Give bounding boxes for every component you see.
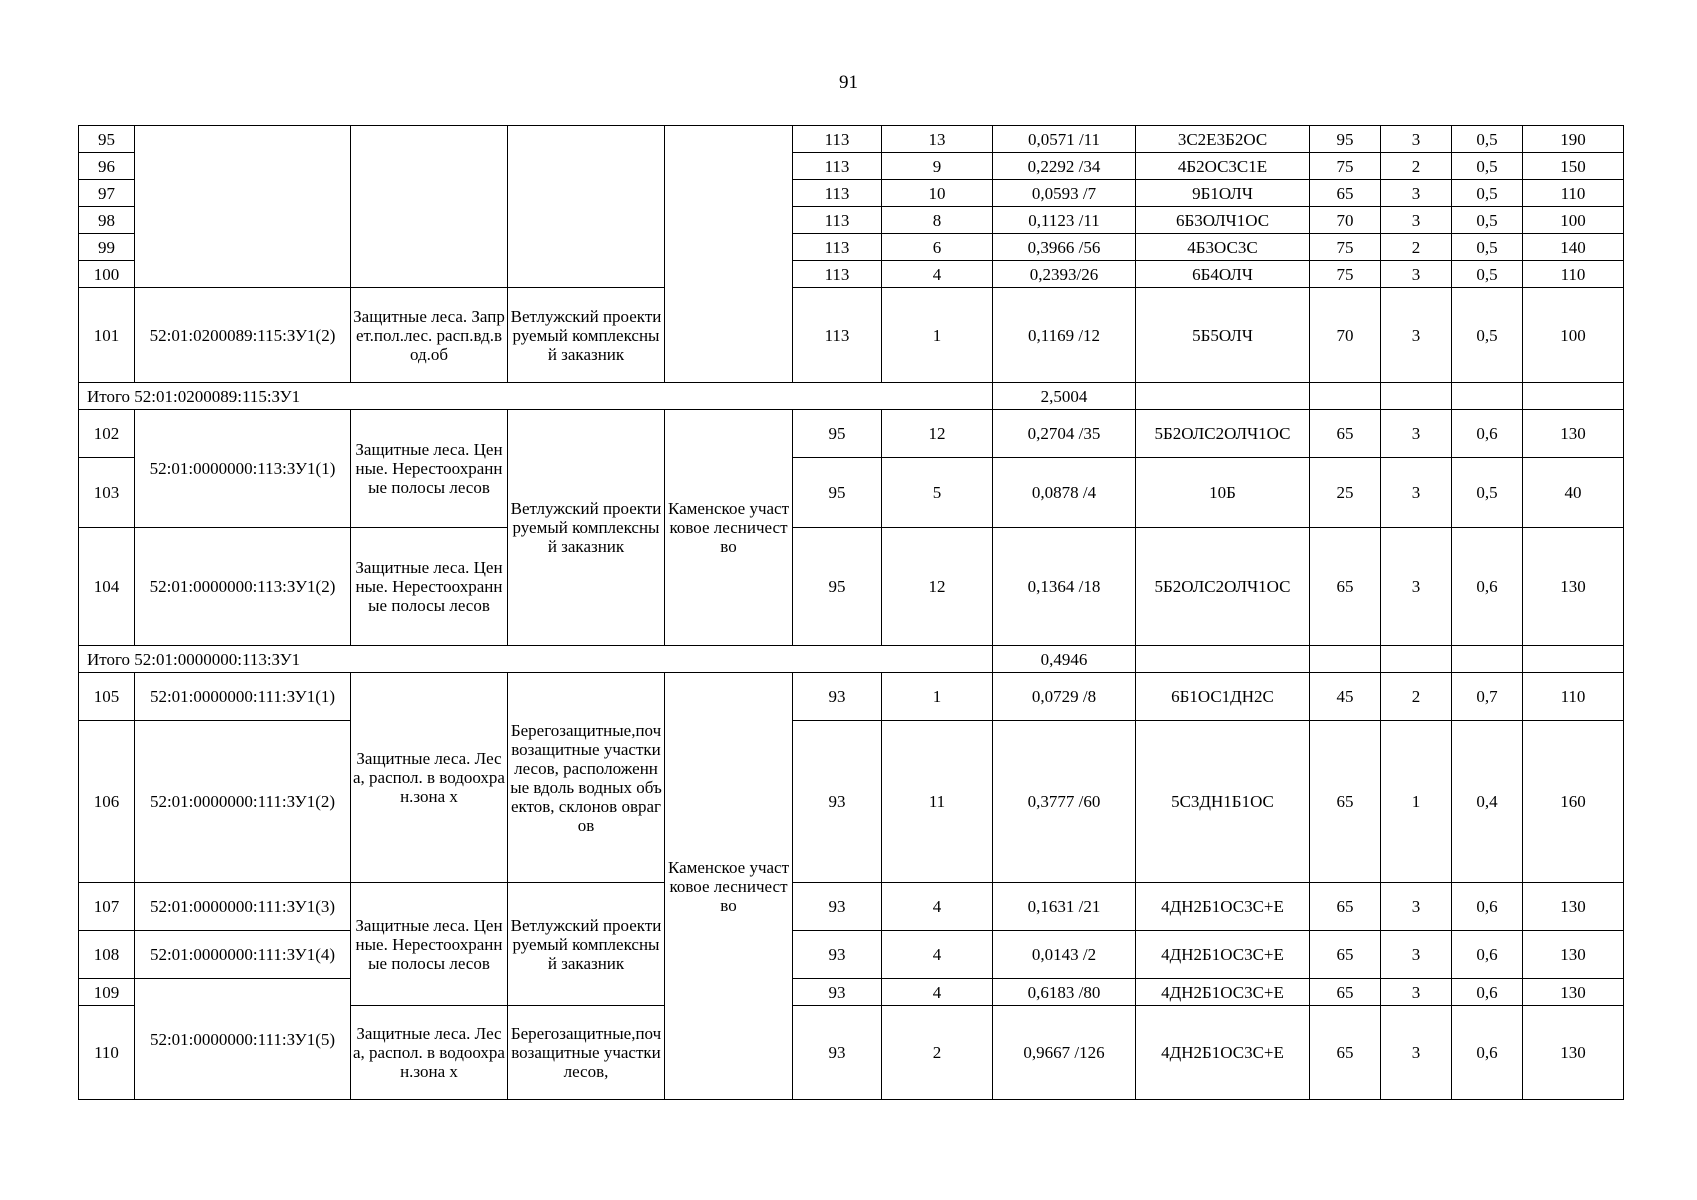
table-row (79, 288, 1624, 383)
row-number: 101 (79, 288, 135, 383)
species-composition: 4ДН2Б1ОС3С+Е (1136, 931, 1310, 979)
row-number: 102 (79, 410, 135, 458)
empty-cell (1523, 646, 1624, 673)
empty-cell (1136, 646, 1310, 673)
total-area: 0,4946 (993, 646, 1136, 673)
table-row (79, 528, 1624, 646)
table-row (79, 410, 1624, 458)
compartment-number: 13 (882, 126, 993, 153)
age-value: 25 (1310, 458, 1381, 528)
density-value: 0,5 (1452, 126, 1523, 153)
area-value: 0,0878 /4 (993, 458, 1136, 528)
stock-value: 130 (1523, 883, 1624, 931)
special-protection-area: Ветлужский проектируемый комплексный заказник (508, 288, 665, 383)
quarter-number: 113 (793, 180, 882, 207)
bonitet-value: 3 (1381, 261, 1452, 288)
area-value: 0,1169 /12 (993, 288, 1136, 383)
compartment-number: 9 (882, 153, 993, 180)
empty-cell (1310, 646, 1381, 673)
total-row (79, 646, 1624, 673)
table-row (79, 979, 1624, 1006)
compartment-number: 4 (882, 979, 993, 1006)
cadastral-number: 52:01:0000000:113:ЗУ1(1) (135, 410, 351, 528)
table-row (79, 126, 1624, 153)
total-label: Итого 52:01:0000000:113:ЗУ1 (79, 646, 993, 673)
species-composition: 6Б3ОЛЧ1ОС (1136, 207, 1310, 234)
area-value: 0,0593 /7 (993, 180, 1136, 207)
bonitet-value: 3 (1381, 1006, 1452, 1100)
compartment-number: 10 (882, 180, 993, 207)
empty-cell (1381, 383, 1452, 410)
density-value: 0,7 (1452, 673, 1523, 721)
age-value: 70 (1310, 288, 1381, 383)
bonitet-value: 3 (1381, 458, 1452, 528)
row-number: 97 (79, 180, 135, 207)
compartment-number: 2 (882, 1006, 993, 1100)
area-value: 0,0729 /8 (993, 673, 1136, 721)
forest-category (351, 126, 508, 288)
stock-value: 100 (1523, 207, 1624, 234)
bonitet-value: 3 (1381, 288, 1452, 383)
species-composition: 9Б1ОЛЧ (1136, 180, 1310, 207)
bonitet-value: 3 (1381, 126, 1452, 153)
density-value: 0,6 (1452, 410, 1523, 458)
cadastral-number: 52:01:0200089:115:ЗУ1(2) (135, 288, 351, 383)
bonitet-value: 3 (1381, 528, 1452, 646)
cadastral-number: 52:01:0000000:111:ЗУ1(3) (135, 883, 351, 931)
bonitet-value: 2 (1381, 153, 1452, 180)
area-value: 0,1364 /18 (993, 528, 1136, 646)
row-number: 109 (79, 979, 135, 1006)
empty-cell (1452, 646, 1523, 673)
compartment-number: 1 (882, 673, 993, 721)
row-number: 108 (79, 931, 135, 979)
species-composition: 5Б2ОЛС2ОЛЧ1ОС (1136, 410, 1310, 458)
density-value: 0,5 (1452, 288, 1523, 383)
empty-cell (1136, 383, 1310, 410)
special-protection-area: Ветлужский проектируемый комплексный заказник (508, 883, 665, 1006)
row-number: 105 (79, 673, 135, 721)
bonitet-value: 3 (1381, 180, 1452, 207)
compartment-number: 4 (882, 261, 993, 288)
forestry-district (665, 126, 793, 383)
area-value: 0,2393/26 (993, 261, 1136, 288)
special-protection-area (508, 126, 665, 288)
area-value: 0,1631 /21 (993, 883, 1136, 931)
cadastral-number: 52:01:0000000:113:ЗУ1(2) (135, 528, 351, 646)
age-value: 65 (1310, 410, 1381, 458)
forest-category: Защитные леса. Ценные. Нерестоохранные полосы лесов (351, 410, 508, 528)
compartment-number: 6 (882, 234, 993, 261)
bonitet-value: 2 (1381, 234, 1452, 261)
row-number: 110 (79, 1006, 135, 1100)
quarter-number: 95 (793, 528, 882, 646)
cadastral-number (135, 126, 351, 288)
empty-cell (1452, 383, 1523, 410)
cadastral-number: 52:01:0000000:111:ЗУ1(4) (135, 931, 351, 979)
area-value: 0,2704 /35 (993, 410, 1136, 458)
row-number: 96 (79, 153, 135, 180)
bonitet-value: 3 (1381, 207, 1452, 234)
table-row (79, 721, 1624, 883)
row-number: 107 (79, 883, 135, 931)
stock-value: 130 (1523, 931, 1624, 979)
total-row (79, 383, 1624, 410)
stock-value: 110 (1523, 180, 1624, 207)
species-composition: 4Б2ОС3С1Е (1136, 153, 1310, 180)
quarter-number: 113 (793, 126, 882, 153)
bonitet-value: 3 (1381, 883, 1452, 931)
table-row (79, 883, 1624, 931)
bonitet-value: 2 (1381, 673, 1452, 721)
age-value: 65 (1310, 979, 1381, 1006)
special-protection-area: Берегозащитные,почвозащитные участки лесов, расположенные вдоль водных объектов, склонов оврагов (508, 673, 665, 883)
row-number: 99 (79, 234, 135, 261)
age-value: 65 (1310, 528, 1381, 646)
quarter-number: 93 (793, 721, 882, 883)
species-composition: 5Б5ОЛЧ (1136, 288, 1310, 383)
bonitet-value: 3 (1381, 410, 1452, 458)
compartment-number: 4 (882, 883, 993, 931)
row-number: 103 (79, 458, 135, 528)
density-value: 0,5 (1452, 234, 1523, 261)
age-value: 70 (1310, 207, 1381, 234)
area-value: 0,9667 /126 (993, 1006, 1136, 1100)
quarter-number: 95 (793, 458, 882, 528)
quarter-number: 93 (793, 883, 882, 931)
area-value: 0,0143 /2 (993, 931, 1136, 979)
special-protection-area: Ветлужский проектируемый комплексный заказник (508, 410, 665, 646)
quarter-number: 93 (793, 673, 882, 721)
cadastral-number: 52:01:0000000:111:ЗУ1(1) (135, 673, 351, 721)
species-composition: 5Б2ОЛС2ОЛЧ1ОС (1136, 528, 1310, 646)
stock-value: 110 (1523, 261, 1624, 288)
area-value: 0,1123 /11 (993, 207, 1136, 234)
stock-value: 190 (1523, 126, 1624, 153)
compartment-number: 4 (882, 931, 993, 979)
age-value: 95 (1310, 126, 1381, 153)
area-value: 0,3966 /56 (993, 234, 1136, 261)
forest-plots-table (78, 125, 1624, 1100)
area-value: 0,6183 /80 (993, 979, 1136, 1006)
quarter-number: 93 (793, 931, 882, 979)
species-composition: 6Б1ОС1ДН2С (1136, 673, 1310, 721)
stock-value: 40 (1523, 458, 1624, 528)
density-value: 0,6 (1452, 979, 1523, 1006)
total-area: 2,5004 (993, 383, 1136, 410)
area-value: 0,2292 /34 (993, 153, 1136, 180)
species-composition: 4ДН2Б1ОС3С+Е (1136, 979, 1310, 1006)
age-value: 65 (1310, 931, 1381, 979)
compartment-number: 5 (882, 458, 993, 528)
special-protection-area: Берегозащитные,почвозащитные участки лесов, (508, 1006, 665, 1100)
stock-value: 160 (1523, 721, 1624, 883)
forest-category: Защитные леса. Леса, распол. в водоохран.зона х (351, 673, 508, 883)
stock-value: 130 (1523, 979, 1624, 1006)
species-composition: 4ДН2Б1ОС3С+Е (1136, 1006, 1310, 1100)
forest-category: Защитные леса. Ценные. Нерестоохранные полосы лесов (351, 883, 508, 1006)
density-value: 0,5 (1452, 180, 1523, 207)
species-composition: 10Б (1136, 458, 1310, 528)
bonitet-value: 3 (1381, 979, 1452, 1006)
empty-cell (1381, 646, 1452, 673)
density-value: 0,5 (1452, 207, 1523, 234)
cadastral-number: 52:01:0000000:111:ЗУ1(2) (135, 721, 351, 883)
bonitet-value: 1 (1381, 721, 1452, 883)
density-value: 0,6 (1452, 528, 1523, 646)
age-value: 65 (1310, 1006, 1381, 1100)
species-composition: 6Б4ОЛЧ (1136, 261, 1310, 288)
stock-value: 100 (1523, 288, 1624, 383)
age-value: 45 (1310, 673, 1381, 721)
empty-cell (1523, 383, 1624, 410)
quarter-number: 95 (793, 410, 882, 458)
stock-value: 110 (1523, 673, 1624, 721)
bonitet-value: 3 (1381, 931, 1452, 979)
density-value: 0,5 (1452, 153, 1523, 180)
quarter-number: 113 (793, 153, 882, 180)
age-value: 75 (1310, 234, 1381, 261)
stock-value: 140 (1523, 234, 1624, 261)
density-value: 0,5 (1452, 261, 1523, 288)
row-number: 106 (79, 721, 135, 883)
quarter-number: 113 (793, 207, 882, 234)
density-value: 0,4 (1452, 721, 1523, 883)
area-value: 0,3777 /60 (993, 721, 1136, 883)
stock-value: 150 (1523, 153, 1624, 180)
stock-value: 130 (1523, 1006, 1624, 1100)
area-value: 0,0571 /11 (993, 126, 1136, 153)
total-label: Итого 52:01:0200089:115:ЗУ1 (79, 383, 993, 410)
species-composition: 5С3ДН1Б1ОС (1136, 721, 1310, 883)
page-number: 91 (839, 72, 858, 93)
stock-value: 130 (1523, 410, 1624, 458)
forestry-district: Каменское участковое лесничество (665, 410, 793, 646)
age-value: 65 (1310, 721, 1381, 883)
forest-category: Защитные леса. Леса, распол. в водоохран.зона х (351, 1006, 508, 1100)
row-number: 100 (79, 261, 135, 288)
density-value: 0,6 (1452, 1006, 1523, 1100)
row-number: 95 (79, 126, 135, 153)
row-number: 98 (79, 207, 135, 234)
density-value: 0,6 (1452, 883, 1523, 931)
forest-category: Защитные леса. Ценные. Нерестоохранные полосы лесов (351, 528, 508, 646)
compartment-number: 12 (882, 528, 993, 646)
compartment-number: 11 (882, 721, 993, 883)
species-composition: 4Б3ОС3С (1136, 234, 1310, 261)
table-row (79, 673, 1624, 721)
table-row (79, 931, 1624, 979)
quarter-number: 93 (793, 979, 882, 1006)
density-value: 0,5 (1452, 458, 1523, 528)
compartment-number: 8 (882, 207, 993, 234)
age-value: 65 (1310, 180, 1381, 207)
forest-category: Защитные леса. Запрет.пол.лес. расп.вд.вод.об (351, 288, 508, 383)
age-value: 75 (1310, 153, 1381, 180)
quarter-number: 113 (793, 234, 882, 261)
stock-value: 130 (1523, 528, 1624, 646)
compartment-number: 12 (882, 410, 993, 458)
density-value: 0,6 (1452, 931, 1523, 979)
compartment-number: 1 (882, 288, 993, 383)
cadastral-number: 52:01:0000000:111:ЗУ1(5) (135, 979, 351, 1100)
species-composition: 4ДН2Б1ОС3С+Е (1136, 883, 1310, 931)
row-number: 104 (79, 528, 135, 646)
quarter-number: 93 (793, 1006, 882, 1100)
quarter-number: 113 (793, 261, 882, 288)
quarter-number: 113 (793, 288, 882, 383)
age-value: 75 (1310, 261, 1381, 288)
species-composition: 3С2Е3Б2ОС (1136, 126, 1310, 153)
age-value: 65 (1310, 883, 1381, 931)
forestry-district: Каменское участковое лесничество (665, 673, 793, 1100)
empty-cell (1310, 383, 1381, 410)
